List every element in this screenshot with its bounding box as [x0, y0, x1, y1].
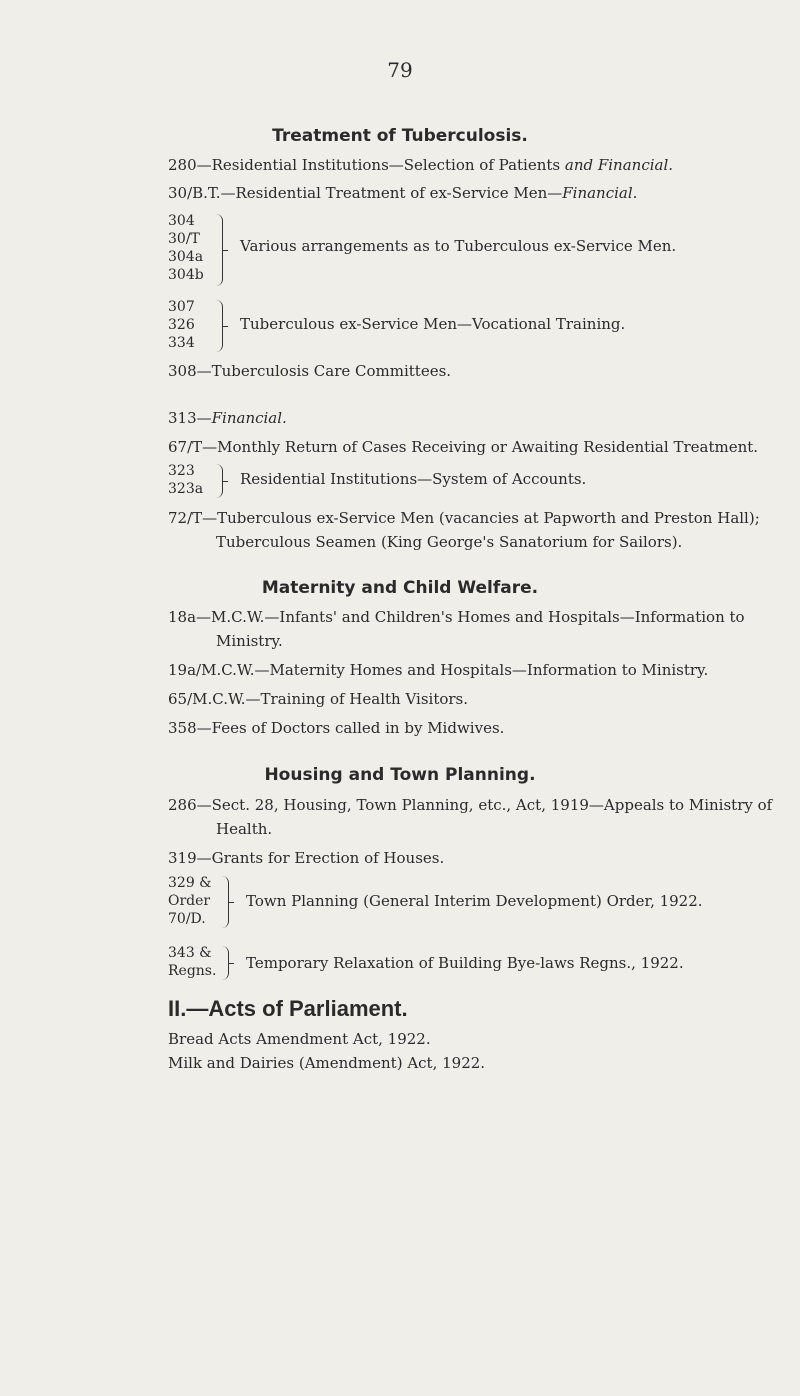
code: 304b — [168, 267, 204, 283]
group-text: Residential Institutions—System of Accounts. — [240, 470, 587, 488]
section-heading-maternity: Maternity and Child Welfare. — [261, 578, 539, 598]
section-heading-housing: Housing and Town Planning. — [264, 765, 536, 785]
entry-308: 308—Tuberculosis Care Committees. — [168, 362, 452, 380]
code: 30/T — [168, 231, 200, 247]
code: Regns. — [168, 963, 217, 979]
code: 323 — [168, 463, 195, 479]
section-heading-tuberculosis: Treatment of Tuberculosis. — [272, 126, 528, 146]
act-item: Bread Acts Amendment Act, 1922. — [168, 1030, 431, 1048]
group-text: Temporary Relaxation of Building Bye-laws Regns., 1922. — [246, 954, 684, 972]
code: 334 — [168, 335, 195, 351]
code: 329 & — [168, 875, 212, 891]
code: 304a — [168, 249, 204, 265]
entry-72t-continued: Tuberculous Seamen (King George's Sanatorium for Sailors). — [216, 533, 683, 551]
brace — [216, 214, 223, 286]
code: 326 — [168, 317, 195, 333]
section-heading-acts: II.—Acts of Parliament. — [168, 996, 408, 1021]
brace — [216, 300, 223, 352]
entry-18a-continued: Ministry. — [216, 632, 283, 650]
entry-67t: 67/T—Monthly Return of Cases Receiving or Awaiting Residential Treatment. — [168, 438, 759, 456]
code: 70/D. — [168, 911, 206, 927]
brace — [222, 876, 229, 928]
entry-358: 358—Fees of Doctors called in by Midwives. — [168, 719, 505, 737]
brace — [216, 464, 223, 498]
entry-319: 319—Grants for Erection of Houses. — [168, 849, 445, 867]
group-text: Various arrangements as to Tuberculous ex-Service Men. — [240, 237, 677, 255]
entry-286: 286—Sect. 28, Housing, Town Planning, etc., Act, 1919—Appeals to Ministry of — [168, 796, 773, 814]
entry-280: 280—Residential Institutions—Selection of Patients and Financial. — [168, 156, 674, 174]
act-item: Milk and Dairies (Amendment) Act, 1922. — [168, 1054, 486, 1072]
group-text: Tuberculous ex-Service Men—Vocational Training. — [240, 315, 626, 333]
page-number: 79 — [387, 58, 413, 82]
code: 323a — [168, 481, 204, 497]
entry-72t: 72/T—Tuberculous ex-Service Men (vacancies at Papworth and Preston Hall); — [168, 509, 760, 527]
entry-30bt: 30/B.T.—Residential Treatment of ex-Service Men—Financial. — [168, 184, 638, 202]
entry-286-continued: Health. — [216, 820, 273, 838]
entry-19a: 19a/M.C.W.—Maternity Homes and Hospitals—Information to Ministry. — [168, 661, 709, 679]
code: 307 — [168, 299, 195, 315]
group-text: Town Planning (General Interim Development) Order, 1922. — [246, 892, 703, 910]
entry-313: 313—Financial. — [168, 409, 287, 427]
brace — [222, 946, 229, 980]
code: 304 — [168, 213, 195, 229]
entry-18a: 18a—M.C.W.—Infants' and Children's Homes and Hospitals—Information to — [168, 608, 745, 626]
code: Order — [168, 893, 211, 909]
code: 343 & — [168, 945, 212, 961]
entry-65: 65/M.C.W.—Training of Health Visitors. — [168, 690, 469, 708]
